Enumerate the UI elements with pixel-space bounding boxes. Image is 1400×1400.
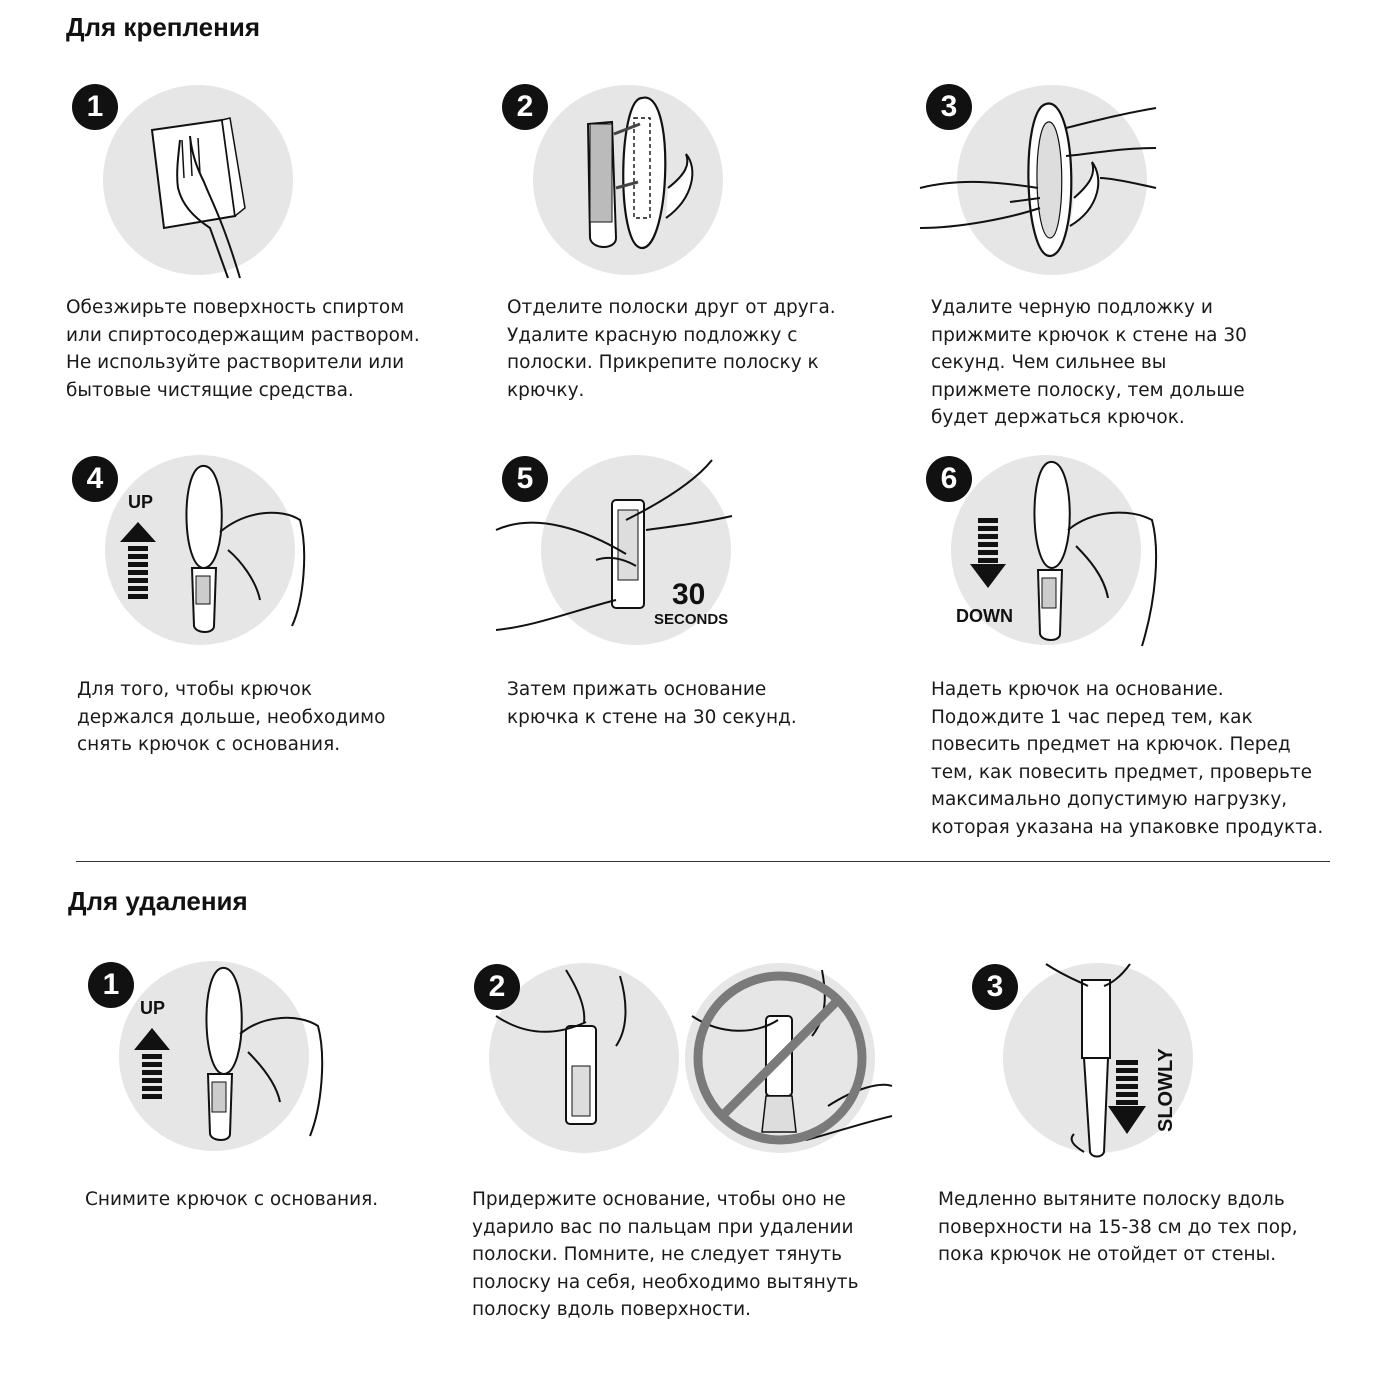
step-description: Для того, чтобы крючок держался дольше, необходимо снять крючок с основания. [77, 679, 386, 755]
remove-step-1 [80, 956, 420, 1226]
remove-heading: Для удаления [68, 886, 248, 916]
arrow-label: UP [140, 998, 166, 1018]
step-description: Придержите основание, чтобы оно не ударило вас по пальцам при удалении полоски. Помните, не следует тянуть полоску на себя, необходимо вытянуть полоску вдоль поверхности. [472, 1189, 859, 1320]
step-description: Медленно вытяните полоску вдоль поверхности на 15-38 см до тех пор, пока крючок не отойдет от стены. [938, 1189, 1298, 1265]
mount-step-1 [60, 78, 420, 408]
step-description: Затем прижать основание крючка к стене на 30 секунд. [507, 679, 797, 728]
step-number-badge: 3 [972, 964, 1018, 1010]
mount-step-5 [496, 450, 856, 750]
attach-strip-illustration [500, 78, 860, 288]
step-number-badge: 6 [926, 456, 972, 502]
step-number-badge: 2 [502, 84, 548, 130]
step-number-badge: 2 [474, 964, 520, 1010]
press-base-illustration [496, 450, 856, 660]
reattach-hook-illustration [920, 450, 1320, 660]
mount-step-6 [920, 450, 1340, 850]
step-description: Удалите черную подложку и прижмите крючок к стене на 30 секунд. Чем сильнее вы прижмете полоску, тем дольше будет держаться крючок. [931, 297, 1247, 428]
arrow-label: SLOWLY [1155, 1048, 1177, 1132]
time-unit: SECONDS [654, 611, 729, 628]
arrow-label: DOWN [956, 606, 1013, 626]
step-number-badge: 3 [926, 84, 972, 130]
step-number-badge: 1 [72, 84, 118, 130]
mount-step-3 [920, 78, 1320, 448]
mount-heading: Для крепления [66, 12, 260, 42]
step-description: Отделите полоски друг от друга. Удалите красную подложку с полоски. Прикрепите полоску к крючку. [507, 297, 836, 401]
mount-step-2 [500, 78, 860, 408]
step-description: Обезжирьте поверхность спиртом или спиртосодержащим раствором. Не используйте растворители или бытовые чистящие средства. [66, 297, 420, 401]
section-divider [76, 861, 1330, 862]
press-hook-illustration [920, 78, 1320, 288]
step-number-badge: 5 [502, 456, 548, 502]
step-description: Снимите крючок с основания. [85, 1189, 379, 1210]
step-number-badge: 1 [88, 962, 134, 1008]
remove-step-2 [466, 956, 906, 1336]
mount-step-4 [60, 450, 420, 770]
remove-step-3 [934, 956, 1334, 1276]
step-description: Надеть крючок на основание. Подождите 1 час перед тем, как повесить предмет на крючок. Перед тем, как повесить предмет, проверьте максимально допустимую нагрузку, которая указана на упаковке продукта. [931, 679, 1324, 838]
arrow-label: UP [128, 492, 154, 512]
hold-base-illustration [466, 956, 906, 1166]
step-number-badge: 4 [72, 456, 118, 502]
time-value: 30 [672, 578, 706, 611]
